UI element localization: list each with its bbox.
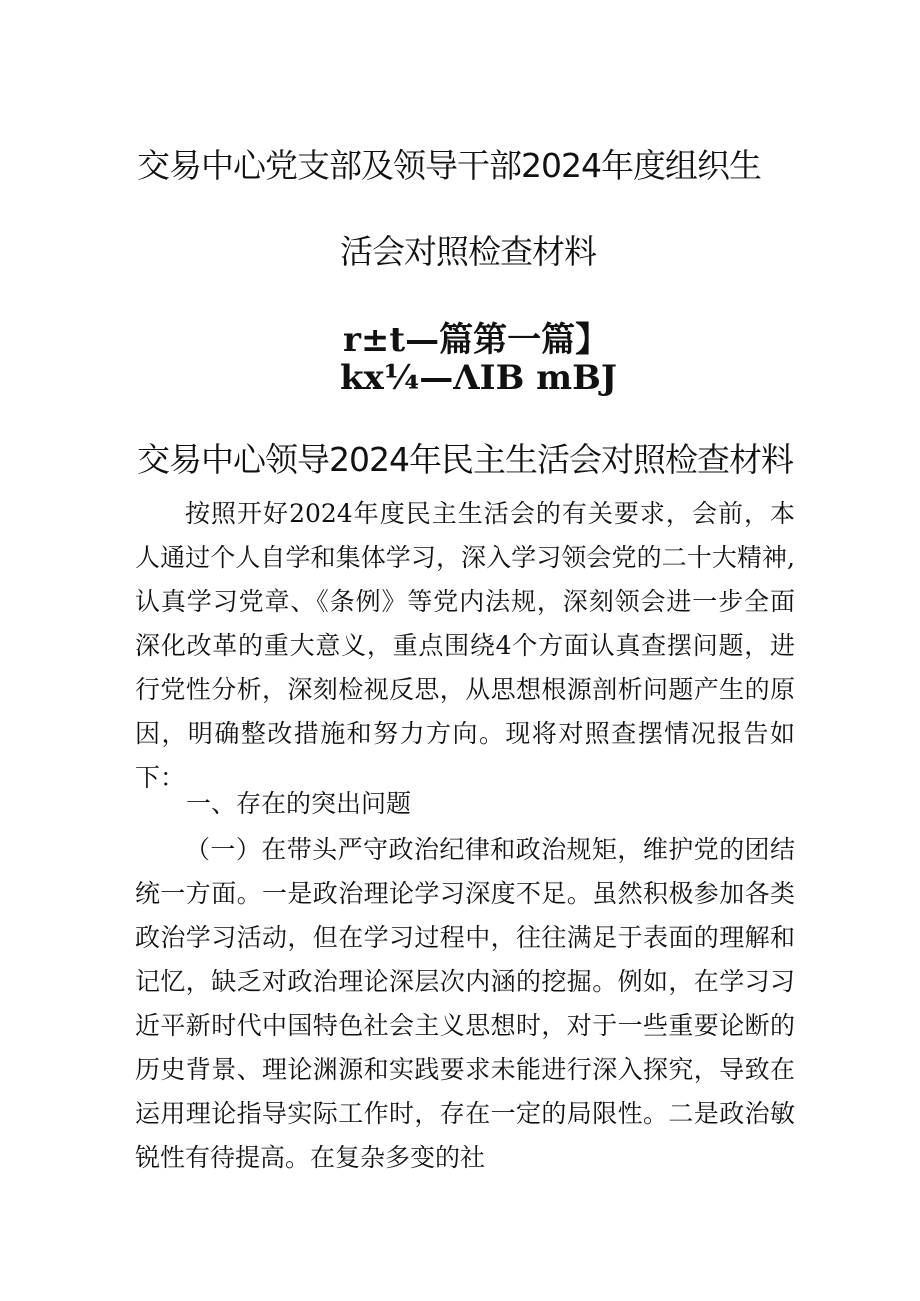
document-subtitle: 交易中心领导2024年民主生活会对照检查材料 xyxy=(137,440,793,479)
garbled-heading-line-1: r±t—篇第一篇】 xyxy=(343,320,610,360)
subsection-paragraph: （一）在带头严守政治纪律和政治规矩，维护党的团结统一方面。一是政治理论学习深度不足。虽然积极参加各类政治学习活动，但在学习过程中，往往满足于表面的理解和记忆，缺乏对政治理论深层次内涵的挖掘。例如，在学习习近平新时代中国特色社会主义思想时，对于一些重要论断的历史背景、理论渊源和实践要求未能进行深入探究，导致在运用理论指导实际工作时，存在一定的局限性。二是政治敏锐性有待提高。在复杂多变的社 xyxy=(135,835,795,1172)
document-title-line-2: 活会对照检查材料 xyxy=(340,232,596,271)
section-heading: 一、存在的突出问题 xyxy=(186,789,412,818)
intro-paragraph: 按照开好2024年度民主生活会的有关要求，会前，本人通过个人自学和集体学习，深入学习领会党的二十大精神,认真学习党章、《条例》等党内法规，深刻领会进一步全面深化改革的重大意义，重点围绕4个方面认真查摆问题，进行党性分析，深刻检视反思，从思想根源剖析问题产生的原因，明确整改措施和努力方向。现将对照查摆情况报告如下： xyxy=(135,499,795,792)
document-title-line-1: 交易中心党支部及领导干部2024年度组织生 xyxy=(137,146,761,185)
garbled-heading-line-2: kx¼—ΛIB mBJ xyxy=(340,358,617,398)
